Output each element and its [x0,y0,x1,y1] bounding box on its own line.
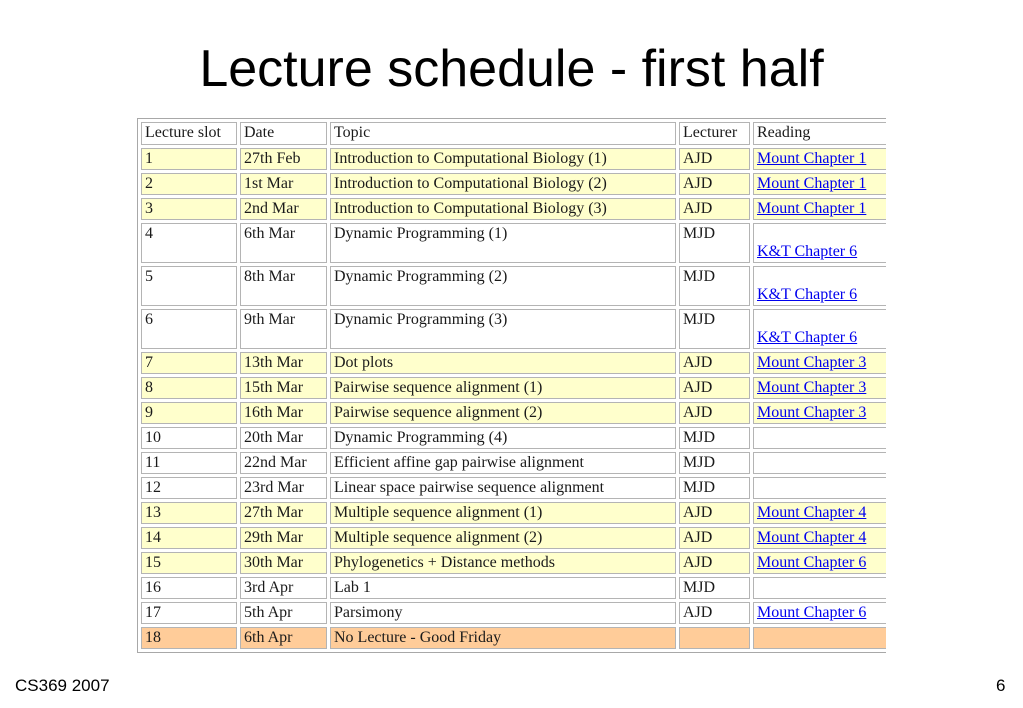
cell-lecturer: AJD [679,173,750,195]
cell-reading [753,173,886,195]
cell-lecture-slot: 17 [141,602,237,624]
reading-link[interactable]: Mount Chapter 3 [757,354,867,371]
table-row [141,309,886,349]
cell-reading [753,602,886,624]
table-row [141,402,886,424]
cell-date: 16th Mar [240,402,327,424]
cell-date: 3rd Apr [240,577,327,599]
schedule-table-container [137,118,886,666]
cell-lecture-slot: 5 [141,266,237,306]
table-row [141,352,886,374]
cell-reading [753,198,886,220]
cell-lecturer: MJD [679,577,750,599]
cell-lecture-slot: 18 [141,627,237,649]
table-row [141,552,886,574]
cell-topic: Dynamic Programming (3) [330,309,676,349]
cell-reading [753,266,886,306]
table-row [141,198,886,220]
reading-link[interactable]: Mount Chapter 3 [757,379,867,396]
cell-lecture-slot: 16 [141,577,237,599]
cell-lecture-slot: 14 [141,527,237,549]
table-row [141,527,886,549]
cell-date: 27th Feb [240,148,327,170]
cell-topic: Lab 1 [330,577,676,599]
table-row [141,427,886,449]
cell-topic: Dot plots [330,352,676,374]
cell-reading [753,223,886,263]
cell-date: 5th Apr [240,602,327,624]
table-row [141,452,886,474]
cell-date: 13th Mar [240,352,327,374]
cell-date: 6th Apr [240,627,327,649]
reading-link[interactable]: Mount Chapter 1 [757,175,867,192]
cell-lecture-slot: 6 [141,309,237,349]
table-row [141,173,886,195]
cell-date: 9th Mar [240,309,327,349]
cell-lecturer: MJD [679,477,750,499]
reading-link[interactable]: Mount Chapter 4 [757,504,867,521]
header-row [141,122,886,145]
cell-topic: Dynamic Programming (4) [330,427,676,449]
header-reading: Reading [753,122,886,145]
reading-link[interactable]: Mount Chapter 6 [757,604,867,621]
cell-date: 15th Mar [240,377,327,399]
cell-lecturer: MJD [679,452,750,474]
cell-date: 8th Mar [240,266,327,306]
cell-date: 27th Mar [240,502,327,524]
header-lecture-slot: Lecture slot [141,122,237,145]
cell-reading [753,527,886,549]
cell-lecture-slot: 2 [141,173,237,195]
reading-link[interactable]: Mount Chapter 4 [757,529,867,546]
cell-reading [753,502,886,524]
cell-reading [753,577,886,599]
reading-link[interactable]: Mount Chapter 1 [757,150,867,167]
cell-lecture-slot: 13 [141,502,237,524]
cell-topic: Pairwise sequence alignment (1) [330,377,676,399]
cell-lecture-slot: 11 [141,452,237,474]
cell-topic: Efficient affine gap pairwise alignment [330,452,676,474]
header-topic: Topic [330,122,676,145]
reading-link[interactable]: Mount Chapter 6 [757,554,867,571]
cell-topic: Introduction to Computational Biology (1) [330,148,676,170]
cell-lecture-slot: 4 [141,223,237,263]
cell-topic: Dynamic Programming (2) [330,266,676,306]
header-date: Date [240,122,327,145]
table-row [141,502,886,524]
cell-lecture-slot: 12 [141,477,237,499]
cell-lecturer: AJD [679,352,750,374]
reading-link[interactable]: K&T Chapter 6 [757,243,858,260]
cell-topic: Pairwise sequence alignment (2) [330,402,676,424]
cell-lecture-slot: 10 [141,427,237,449]
cell-lecturer: MJD [679,309,750,349]
table-row [141,577,886,599]
cell-lecturer: AJD [679,527,750,549]
cell-reading [753,148,886,170]
cell-reading [753,627,886,649]
cell-reading [753,402,886,424]
cell-lecture-slot: 9 [141,402,237,424]
cell-date: 30th Mar [240,552,327,574]
cell-topic: Introduction to Computational Biology (2) [330,173,676,195]
cell-date: 22nd Mar [240,452,327,474]
cell-reading [753,552,886,574]
cell-lecturer: AJD [679,148,750,170]
cell-topic: Parsimony [330,602,676,624]
cell-lecturer: AJD [679,377,750,399]
cell-lecture-slot: 3 [141,198,237,220]
table-row [141,627,886,649]
cell-lecturer: MJD [679,223,750,263]
slide-title: Lecture schedule - first half [199,40,824,98]
cell-date: 1st Mar [240,173,327,195]
schedule-table [137,118,886,653]
cell-lecturer: AJD [679,552,750,574]
table-row [141,477,886,499]
cell-date: 23rd Mar [240,477,327,499]
table-row [141,148,886,170]
cell-reading [753,427,886,449]
cell-topic: No Lecture - Good Friday [330,627,676,649]
reading-link[interactable]: K&T Chapter 6 [757,286,858,303]
cell-lecturer: AJD [679,402,750,424]
reading-link[interactable]: Mount Chapter 3 [757,404,867,421]
cell-date: 29th Mar [240,527,327,549]
cell-topic: Introduction to Computational Biology (3) [330,198,676,220]
cell-date: 20th Mar [240,427,327,449]
cell-lecture-slot: 8 [141,377,237,399]
schedule-body [141,148,886,649]
cell-lecturer: MJD [679,266,750,306]
cell-lecturer: AJD [679,198,750,220]
page-number: 6 [996,676,1006,695]
cell-topic: Linear space pairwise sequence alignment [330,477,676,499]
cell-topic: Multiple sequence alignment (1) [330,502,676,524]
cell-date: 2nd Mar [240,198,327,220]
cell-topic: Dynamic Programming (1) [330,223,676,263]
reading-link[interactable]: Mount Chapter 1 [757,200,867,217]
cell-date: 6th Mar [240,223,327,263]
cell-topic: Phylogenetics + Distance methods [330,552,676,574]
cell-lecture-slot: 15 [141,552,237,574]
cell-lecturer: AJD [679,602,750,624]
table-row [141,602,886,624]
cell-lecturer [679,627,750,649]
header-lecturer: Lecturer [679,122,750,145]
cell-lecturer: AJD [679,502,750,524]
cell-reading [753,452,886,474]
cell-lecturer: MJD [679,427,750,449]
footer-course-label: CS369 2007 [15,676,110,695]
cell-reading [753,309,886,349]
cell-lecture-slot: 1 [141,148,237,170]
reading-link[interactable]: K&T Chapter 6 [757,329,858,346]
table-row [141,223,886,263]
cell-lecture-slot: 7 [141,352,237,374]
table-row [141,377,886,399]
cell-reading [753,352,886,374]
cell-reading [753,477,886,499]
cell-topic: Multiple sequence alignment (2) [330,527,676,549]
table-row [141,266,886,306]
cell-reading [753,377,886,399]
